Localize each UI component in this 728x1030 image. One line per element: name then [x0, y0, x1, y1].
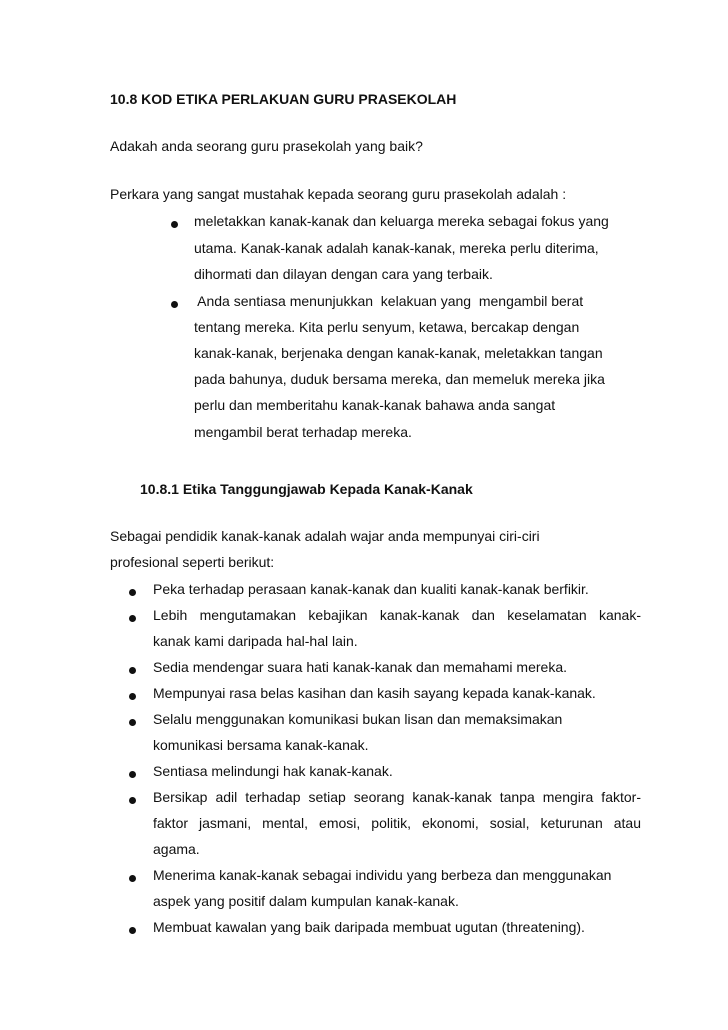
bullet-icon: [129, 875, 136, 882]
list-item-line: dihormati dan dilayan dengan cara yang terbaik.: [194, 266, 493, 282]
list-item-line: Sentiasa melindungi hak kanak-kanak.: [153, 763, 393, 779]
bullet-icon: [129, 693, 136, 700]
list-item-line: Mempunyai rasa belas kasihan dan kasih sayang kepada kanak-kanak.: [153, 685, 596, 701]
paragraph-line: profesional seperti berikut:: [110, 554, 275, 570]
list-item-line: kanak-kanak, berjenaka dengan kanak-kanak, meletakkan tangan: [194, 345, 603, 361]
list-item-line: perlu dan memberitahu kanak-kanak bahawa anda sangat: [194, 397, 556, 413]
list-item-line: Anda sentiasa menunjukkan kelakuan yang mengambil berat: [194, 293, 584, 309]
bullet-icon: [129, 797, 136, 804]
paragraph-line: Sebagai pendidik kanak-kanak adalah wajar anda mempunyai ciri-ciri: [110, 528, 540, 544]
subsection-heading: 10.8.1 Etika Tanggungjawab Kepada Kanak-Kanak: [140, 481, 473, 497]
list-item-line: pada bahunya, duduk bersama mereka, dan memeluk mereka jika: [194, 371, 605, 387]
list-item-line: agama.: [153, 841, 200, 857]
list-item-line: tentang mereka. Kita perlu senyum, ketawa, bercakap dengan: [194, 319, 580, 335]
list-item-line: Bersikap adil terhadap setiap seorang kanak-kanak tanpa mengira faktor-: [153, 789, 641, 805]
list-item-line: mengambil berat terhadap mereka.: [194, 424, 412, 440]
list-item-line: komunikasi bersama kanak-kanak.: [153, 737, 369, 753]
bullet-icon: [129, 927, 136, 934]
bullet-icon: [129, 615, 136, 622]
list-item-line: Membuat kawalan yang baik daripada membuat ugutan (threatening).: [153, 919, 585, 935]
question-line: Adakah anda seorang guru prasekolah yang baik?: [110, 138, 423, 154]
list-item-line: Sedia mendengar suara hati kanak-kanak dan memahami mereka.: [153, 659, 568, 675]
intro-line: Perkara yang sangat mustahak kepada seorang guru prasekolah adalah :: [110, 186, 567, 202]
bullet-icon: [129, 719, 136, 726]
bullet-icon: [129, 771, 136, 778]
section-heading: 10.8 KOD ETIKA PERLAKUAN GURU PRASEKOLAH: [110, 91, 457, 107]
bullet-icon: [171, 301, 178, 308]
list-item-line: kanak kami daripada hal-hal lain.: [153, 633, 358, 649]
list-item-line: Menerima kanak-kanak sebagai individu yang berbeza dan menggunakan: [153, 867, 612, 883]
bullet-icon: [129, 667, 136, 674]
list-item-line: faktor jasmani, mental, emosi, politik, ekonomi, sosial, keturunan atau: [153, 815, 641, 831]
list-item-line: Selalu menggunakan komunikasi bukan lisan dan memaksimakan: [153, 711, 563, 727]
list-item-line: meletakkan kanak-kanak dan keluarga mereka sebagai fokus yang: [194, 213, 609, 229]
bullet-icon: [171, 221, 178, 228]
list-item-line: Peka terhadap perasaan kanak-kanak dan kualiti kanak-kanak berfikir.: [153, 581, 589, 597]
list-item-line: Lebih mengutamakan kebajikan kanak-kanak dan keselamatan kanak-: [153, 607, 641, 623]
list-item-line: aspek yang positif dalam kumpulan kanak-kanak.: [153, 893, 459, 909]
list-item-line: utama. Kanak-kanak adalah kanak-kanak, mereka perlu diterima,: [194, 240, 599, 256]
bullet-icon: [129, 589, 136, 596]
